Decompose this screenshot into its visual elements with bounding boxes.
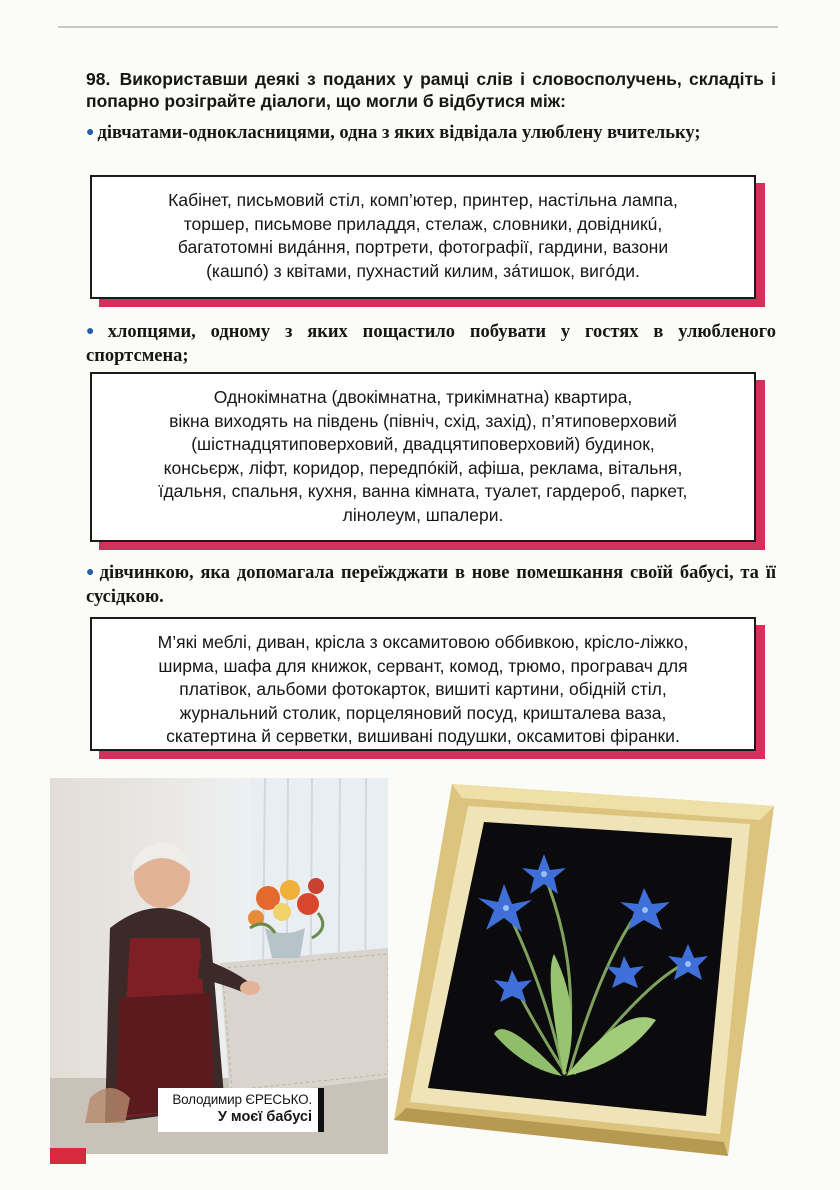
box-line: лінолеум, шпалери.	[342, 504, 504, 525]
task-text: Використавши деякі з поданих у рамці слів і словосполучень, складіть і попарно розіграйте діалоги, що могли б відбутися між:	[86, 69, 776, 111]
bullet-dot-icon: ●	[86, 565, 97, 580]
bullet-text-1: дівчатами-однокласницями, одна з яких відвідала улюблену вчительку;	[97, 123, 701, 143]
caption-author: Володимир ЄРЕСЬКО.	[172, 1092, 312, 1107]
top-rule	[58, 26, 778, 28]
bullet-dot-icon: ●	[86, 125, 95, 140]
framed-embroidery-image	[394, 784, 774, 1156]
box-line: скатертина й серветки, вишивані подушки, оксамитові фіранки.	[166, 726, 680, 746]
box-line: вікна виходять на південь (північ, схід, захід), п’ятиповерховий	[169, 410, 677, 431]
box-line: (шістнадцятиповерховий, двадцятиповерховий) будинок,	[191, 434, 655, 454]
bullet-dot-icon: ●	[86, 324, 105, 339]
box-line: Кабінет, письмовий стіл, комп’ютер, принтер, настільна лампа,	[168, 190, 678, 210]
box-line: Однокімнатна (двокімнатна, трикімнатна) квартира,	[213, 387, 633, 407]
box-line: платівок, альбоми фотокарток, вишиті картини, обідній стіл,	[179, 679, 667, 699]
word-box-3	[90, 617, 756, 751]
box-line: журнальний столик, порцеляновий посуд, кришталева ваза,	[179, 702, 667, 723]
page-corner-mark	[50, 1148, 86, 1164]
painting-caption	[158, 1088, 324, 1132]
box-line: консьєрж, ліфт, коридор, передпóкій, афіша, реклама, вітальня,	[163, 457, 683, 478]
box-line: багатотомні видáння, портрети, фотографії, гардини, вазони	[177, 237, 669, 257]
bullet-text-3: дівчинкою, яка допомагала переїжджати в нове помешкання своїй бабусі, та її сусідкою.	[86, 563, 776, 607]
box-line: ширма, шафа для книжок, сервант, комод, трюмо, програвач для	[158, 655, 688, 676]
bullet-text-2: хлопцями, одному з яких пощастило побувати у гостях в улюбленого спортсмена;	[86, 322, 776, 366]
caption-title: У моєї бабусі	[217, 1109, 312, 1125]
task-heading	[86, 68, 776, 112]
box-line: (кашпó) з квітами, пухнастий килим, зáтишок, вигóди.	[206, 260, 640, 281]
word-box-1	[90, 175, 756, 299]
bullet-paragraph-1	[86, 121, 776, 145]
word-box-2	[90, 372, 756, 542]
bullet-paragraph-3	[86, 561, 776, 609]
box-line: М’які меблі, диван, крісла з оксамитовою оббивкою, крісло-ліжко,	[157, 632, 689, 652]
bullet-paragraph-2	[86, 320, 776, 368]
task-number: 98.	[86, 69, 111, 89]
box-line: їдальня, спальня, кухня, ванна кімната, туалет, гардероб, паркет,	[158, 481, 688, 501]
box-line: торшер, письмове приладдя, стелаж, словники, довідникú,	[183, 213, 663, 234]
